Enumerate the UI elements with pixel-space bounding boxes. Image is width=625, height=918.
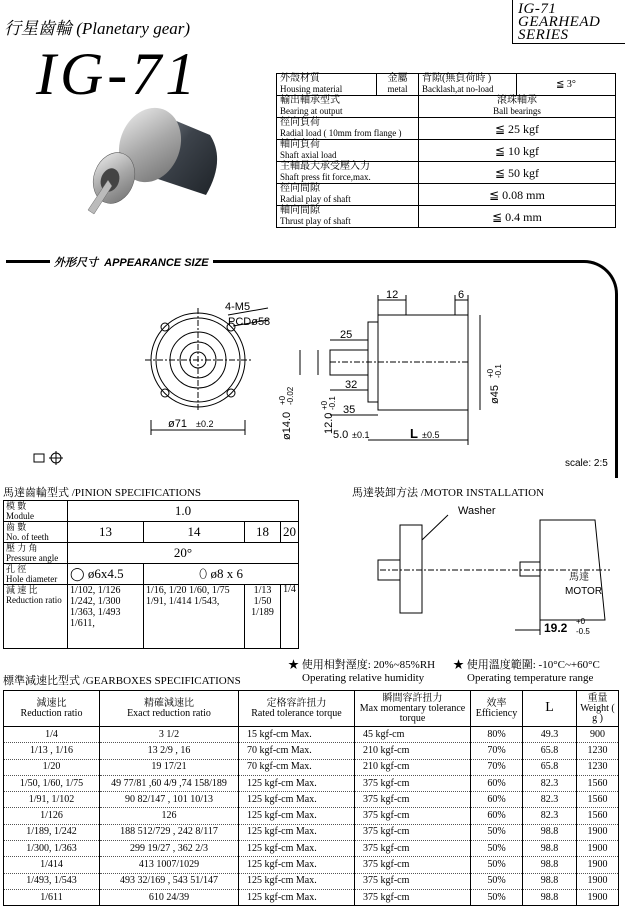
ratio-group-1: 1/102, 1/126 1/242, 1/300 1/363, 1/493 1/611, bbox=[68, 585, 144, 649]
table-cell: 125 kgf-cm Max. bbox=[239, 792, 355, 808]
spec-row-radial-play bbox=[277, 184, 616, 206]
header-cn: 效率 bbox=[486, 697, 507, 709]
pinion-row-ratio bbox=[4, 585, 299, 649]
teeth-cn: 齒 數 bbox=[6, 522, 27, 532]
spec-row-press-fit bbox=[277, 162, 616, 184]
backlash-cn: 背隙(無負荷時 ) bbox=[422, 73, 492, 84]
motor-label-cn: 馬達 bbox=[569, 572, 589, 583]
dim-key-tol-upper: +0 bbox=[320, 400, 329, 410]
table-cell: 50% bbox=[471, 841, 523, 857]
series-badge bbox=[512, 0, 625, 44]
appearance-drawing bbox=[0, 270, 625, 470]
gearbox-title: 標準減速比型式 /GEARBOXES SPECIFICATIONS bbox=[3, 675, 241, 687]
dim-shaft-tol-upper: +0 bbox=[278, 395, 287, 405]
model-name: IG-71 bbox=[36, 41, 200, 107]
table-cell: 1/91, 1/102 bbox=[4, 792, 100, 808]
header-en: Reduction ratio bbox=[20, 707, 83, 719]
table-row bbox=[4, 873, 619, 889]
temperature-note bbox=[453, 659, 600, 685]
gearbox-header-5 bbox=[523, 691, 577, 727]
spec-table bbox=[276, 73, 616, 228]
table-cell: 82.3 bbox=[523, 792, 577, 808]
table-cell: 375 kgf-cm bbox=[355, 857, 471, 873]
angle-en: Pressure angle bbox=[6, 553, 59, 563]
dim-d71: ø71 bbox=[168, 418, 187, 430]
ratio-group-3: 1/13 1/50 1/189 bbox=[245, 585, 281, 649]
table-cell: 65.8 bbox=[523, 759, 577, 775]
double-d-shaft-icon: ⬯ bbox=[199, 566, 208, 581]
module-cn: 模 數 bbox=[6, 501, 27, 511]
table-row bbox=[4, 743, 619, 759]
gearbox-header-4 bbox=[471, 691, 523, 727]
hole-value-2: ø8 x 6 bbox=[210, 566, 243, 581]
module-en: Module bbox=[6, 511, 34, 521]
table-row bbox=[4, 841, 619, 857]
header-cn: 定格容許扭力 bbox=[266, 697, 327, 709]
backlash-en: Backlash,at no-load bbox=[422, 84, 494, 94]
spec-label-en: Shaft press fit force,max. bbox=[280, 172, 371, 182]
table-cell: 125 kgf-cm Max. bbox=[239, 857, 355, 873]
table-row bbox=[4, 857, 619, 873]
teeth-value: 20 bbox=[281, 522, 299, 543]
table-cell: 1900 bbox=[577, 857, 619, 873]
appearance-title-en: APPEARANCE SIZE bbox=[104, 257, 209, 269]
header-cn: 減速比 bbox=[36, 697, 67, 709]
table-cell: 1/126 bbox=[4, 808, 100, 824]
gearbox-header-6 bbox=[577, 691, 619, 727]
motor-title: 馬達裝卸方法 /MOTOR INSTALLATION bbox=[352, 487, 545, 499]
table-cell: 1/611 bbox=[4, 889, 100, 905]
table-cell: 1560 bbox=[577, 792, 619, 808]
header-en: Efficiency bbox=[475, 707, 518, 719]
humidity-note bbox=[288, 659, 435, 685]
table-cell: 1/50, 1/60, 1/75 bbox=[4, 775, 100, 791]
dim-pcd: PCDø58 bbox=[228, 316, 271, 328]
table-cell: 50% bbox=[471, 873, 523, 889]
dim-5: 5.0 bbox=[333, 429, 349, 441]
table-cell: 1900 bbox=[577, 873, 619, 889]
dim-shaft: ø14.0 bbox=[281, 411, 293, 440]
dim-key-tol-lower: -0.1 bbox=[328, 396, 337, 410]
motor-dim-tol-upper: +0 bbox=[576, 617, 586, 626]
header-en: Max momentary tolerance torque bbox=[359, 702, 466, 724]
table-cell: 610 24/39 bbox=[100, 889, 239, 905]
gearmotor-photo bbox=[80, 100, 230, 230]
spec-value-cn: 滾珠軸承 bbox=[497, 95, 537, 106]
dim-d45-tol-lower: -0.1 bbox=[494, 364, 503, 378]
table-cell: 50% bbox=[471, 824, 523, 840]
table-cell: 1/493, 1/543 bbox=[4, 873, 100, 889]
table-cell: 49 77/81 ,60 4/9 ,74 158/189 bbox=[100, 775, 239, 791]
table-cell: 1900 bbox=[577, 889, 619, 905]
table-cell: 1/414 bbox=[4, 857, 100, 873]
table-cell: 1230 bbox=[577, 759, 619, 775]
table-cell: 125 kgf-cm Max. bbox=[239, 889, 355, 905]
table-cell: 60% bbox=[471, 792, 523, 808]
table-row bbox=[4, 775, 619, 791]
header-en: Exact reduction ratio bbox=[127, 707, 211, 719]
table-cell: 375 kgf-cm bbox=[355, 873, 471, 889]
table-cell: 210 kgf-cm bbox=[355, 759, 471, 775]
spec-label-en: Thrust play of shaft bbox=[280, 216, 351, 226]
table-cell: 299 19/27 , 362 2/3 bbox=[100, 841, 239, 857]
table-cell: 3 1/2 bbox=[100, 727, 239, 743]
table-cell: 98.8 bbox=[523, 889, 577, 905]
spec-label-cn: 主軸最大承受壓入力 bbox=[280, 161, 370, 172]
spec-label-en: Bearing at output bbox=[280, 106, 343, 116]
table-cell: 70% bbox=[471, 743, 523, 759]
table-cell: 900 bbox=[577, 727, 619, 743]
header-cn: 瞬間容許扭力 bbox=[382, 692, 443, 704]
table-cell: 1900 bbox=[577, 824, 619, 840]
dim-d45-tol-upper: +0 bbox=[486, 368, 495, 378]
spec-row-radial-load bbox=[277, 118, 616, 140]
table-cell: 60% bbox=[471, 775, 523, 791]
spec-row-axial-load bbox=[277, 140, 616, 162]
table-cell: 375 kgf-cm bbox=[355, 841, 471, 857]
pinion-table bbox=[3, 500, 299, 649]
table-cell: 50% bbox=[471, 857, 523, 873]
table-cell: 375 kgf-cm bbox=[355, 889, 471, 905]
table-cell: 125 kgf-cm Max. bbox=[239, 841, 355, 857]
dim-shaft-tol-lower: -0.02 bbox=[286, 386, 295, 405]
appearance-title bbox=[50, 254, 213, 270]
dim-12: 12 bbox=[386, 289, 399, 301]
gearbox-header-1 bbox=[100, 691, 239, 727]
teeth-value: 14 bbox=[144, 522, 245, 543]
table-row bbox=[4, 824, 619, 840]
table-cell: 1560 bbox=[577, 808, 619, 824]
table-cell: 375 kgf-cm bbox=[355, 792, 471, 808]
temp-cn: ★ 使用溫度範圍: -10°C~+60°C bbox=[453, 659, 600, 671]
table-cell: 1/20 bbox=[4, 759, 100, 775]
teeth-value: 13 bbox=[68, 522, 144, 543]
series-line1: IG-71 bbox=[518, 1, 557, 17]
teeth-en: No. of teeth bbox=[6, 532, 49, 542]
table-cell: 210 kgf-cm bbox=[355, 743, 471, 759]
gearbox-header-row bbox=[4, 691, 619, 727]
spec-label-cn: 軸向負荷 bbox=[280, 139, 320, 150]
header-cn: 重量 bbox=[587, 692, 608, 704]
ratio-cn: 減 速 比 bbox=[6, 585, 38, 595]
table-cell: 98.8 bbox=[523, 857, 577, 873]
spec-label-en: Radial load ( 10mm from flange ) bbox=[280, 128, 402, 138]
washer-label: Washer bbox=[458, 505, 496, 517]
table-row bbox=[4, 889, 619, 905]
d-shaft-icon: ◯ bbox=[70, 566, 85, 581]
header-cn: 精確減速比 bbox=[144, 697, 194, 709]
backlash-value: ≦ 3° bbox=[517, 74, 616, 96]
housing-val-cn: 金屬 bbox=[387, 73, 408, 84]
spec-row-bearing bbox=[277, 96, 616, 118]
spec-row-housing bbox=[277, 74, 616, 96]
spec-value: ≦ 0.08 mm bbox=[419, 184, 616, 206]
spec-label-cn: 徑向間隙 bbox=[280, 183, 320, 194]
dim-25: 25 bbox=[340, 329, 353, 341]
housing-cn: 外殼材質 bbox=[280, 73, 320, 84]
table-cell: 1/300, 1/363 bbox=[4, 841, 100, 857]
hole-cn: 孔 徑 bbox=[6, 564, 27, 574]
housing-val-en: metal bbox=[387, 84, 408, 94]
title-en: (Planetary gear) bbox=[76, 19, 191, 38]
dim-d71-tol: ±0.2 bbox=[196, 419, 214, 429]
pinion-row-hole bbox=[4, 564, 299, 585]
table-cell: 98.8 bbox=[523, 824, 577, 840]
pinion-row-module bbox=[4, 501, 299, 522]
motor-install-drawing bbox=[360, 500, 622, 650]
spec-label-en: Shaft axial load bbox=[280, 150, 337, 160]
humidity-cn: ★ 使用相對溼度: 20%~85%RH bbox=[288, 659, 436, 671]
dim-L: L bbox=[410, 426, 418, 441]
gearbox-header-0 bbox=[4, 691, 100, 727]
spec-row-thrust-play bbox=[277, 206, 616, 228]
motor-dim: 19.2 bbox=[544, 621, 568, 635]
series-line2: GEARHEAD bbox=[518, 14, 601, 30]
temp-en: Operating temperature range bbox=[467, 672, 594, 684]
table-cell: 70 kgf-cm Max. bbox=[239, 743, 355, 759]
table-cell: 125 kgf-cm Max. bbox=[239, 775, 355, 791]
table-cell: 125 kgf-cm Max. bbox=[239, 808, 355, 824]
dim-35: 35 bbox=[343, 404, 356, 416]
table-cell: 49.3 bbox=[523, 727, 577, 743]
table-cell: 1230 bbox=[577, 743, 619, 759]
spec-label-cn: 軸向間隙 bbox=[280, 205, 320, 216]
table-cell: 1/13 , 1/16 bbox=[4, 743, 100, 759]
table-cell: 13 2/9 , 16 bbox=[100, 743, 239, 759]
hole-en: Hole diameter bbox=[6, 574, 58, 584]
table-cell: 125 kgf-cm Max. bbox=[239, 824, 355, 840]
table-row bbox=[4, 792, 619, 808]
angle-cn: 壓 力 角 bbox=[6, 543, 38, 553]
series-line3: SERIES bbox=[518, 27, 569, 43]
motor-dim-tol-lower: -0.5 bbox=[576, 627, 590, 636]
header-en: L bbox=[545, 700, 554, 715]
spec-value: ≦ 10 kgf bbox=[419, 140, 616, 162]
table-cell: 493 32/169 , 543 51/147 bbox=[100, 873, 239, 889]
gearbox-header-2 bbox=[239, 691, 355, 727]
table-cell: 19 17/21 bbox=[100, 759, 239, 775]
table-cell: 1/189, 1/242 bbox=[4, 824, 100, 840]
header-en: Rated tolerance torque bbox=[251, 707, 342, 719]
spec-value: ≦ 50 kgf bbox=[419, 162, 616, 184]
table-cell: 375 kgf-cm bbox=[355, 775, 471, 791]
table-cell: 1/4 bbox=[4, 727, 100, 743]
table-row bbox=[4, 808, 619, 824]
gearbox-table bbox=[3, 690, 619, 906]
ratio-group-4: 1/4 bbox=[281, 585, 299, 649]
pinion-title: 馬達齒輪型式 /PINION SPECIFICATIONS bbox=[3, 487, 202, 499]
dim-L-tol: ±0.5 bbox=[422, 430, 440, 440]
table-cell: 1560 bbox=[577, 775, 619, 791]
ratio-group-2: 1/16, 1/20 1/60, 1/75 1/91, 1/414 1/543, bbox=[144, 585, 245, 649]
module-value: 1.0 bbox=[68, 501, 299, 522]
dim-key: 12.0 bbox=[323, 412, 335, 434]
table-cell: 188 512/729 , 242 8/117 bbox=[100, 824, 239, 840]
table-cell: 50% bbox=[471, 889, 523, 905]
appearance-title-cn: 外形尺寸 bbox=[54, 257, 98, 269]
header-en: Weight ( g ) bbox=[580, 702, 615, 724]
humidity-en: Operating relative humidity bbox=[302, 672, 425, 684]
spec-label-cn: 徑向負荷 bbox=[280, 117, 320, 128]
dim-d45: ø45 bbox=[489, 385, 501, 404]
dim-5-tol: ±0.1 bbox=[352, 430, 370, 440]
table-cell: 90 82/147 , 101 10/13 bbox=[100, 792, 239, 808]
housing-en: Housing material bbox=[280, 84, 343, 94]
spec-label-en: Radial play of shaft bbox=[280, 194, 351, 204]
table-cell: 60% bbox=[471, 808, 523, 824]
table-cell: 98.8 bbox=[523, 841, 577, 857]
table-cell: 98.8 bbox=[523, 873, 577, 889]
table-cell: 82.3 bbox=[523, 808, 577, 824]
spec-label-cn: 輸出軸承型式 bbox=[280, 95, 340, 106]
table-cell: 45 kgf-cm bbox=[355, 727, 471, 743]
table-cell: 70 kgf-cm Max. bbox=[239, 759, 355, 775]
table-cell: 126 bbox=[100, 808, 239, 824]
title-cn: 行星齒輪 bbox=[4, 19, 72, 38]
table-cell: 375 kgf-cm bbox=[355, 824, 471, 840]
spec-value-en: Ball bearings bbox=[493, 106, 541, 116]
ratio-en: Reduction ratio bbox=[6, 595, 62, 605]
table-cell: 82.3 bbox=[523, 775, 577, 791]
dim-32: 32 bbox=[345, 379, 358, 391]
table-cell: 80% bbox=[471, 727, 523, 743]
pinion-row-angle bbox=[4, 543, 299, 564]
table-row bbox=[4, 727, 619, 743]
table-cell: 70% bbox=[471, 759, 523, 775]
motor-label-en: MOTOR bbox=[565, 586, 603, 597]
scale-label: scale: 2:5 bbox=[565, 458, 608, 469]
dim-m5: 4-M5 bbox=[225, 301, 251, 313]
table-cell: 413 1007/1029 bbox=[100, 857, 239, 873]
spec-value: ≦ 25 kgf bbox=[419, 118, 616, 140]
spec-value: ≦ 0.4 mm bbox=[419, 206, 616, 228]
angle-value: 20° bbox=[68, 543, 299, 564]
table-cell: 65.8 bbox=[523, 743, 577, 759]
dim-6: 6 bbox=[458, 289, 465, 301]
table-cell: 375 kgf-cm bbox=[355, 808, 471, 824]
hole-value-1: ø6x4.5 bbox=[87, 566, 124, 581]
table-row bbox=[4, 759, 619, 775]
teeth-value: 18 bbox=[245, 522, 281, 543]
table-cell: 125 kgf-cm Max. bbox=[239, 873, 355, 889]
gearbox-header-3 bbox=[355, 691, 471, 727]
pinion-row-teeth bbox=[4, 522, 299, 543]
page-title bbox=[4, 14, 190, 39]
table-cell: 1900 bbox=[577, 841, 619, 857]
table-cell: 15 kgf-cm Max. bbox=[239, 727, 355, 743]
